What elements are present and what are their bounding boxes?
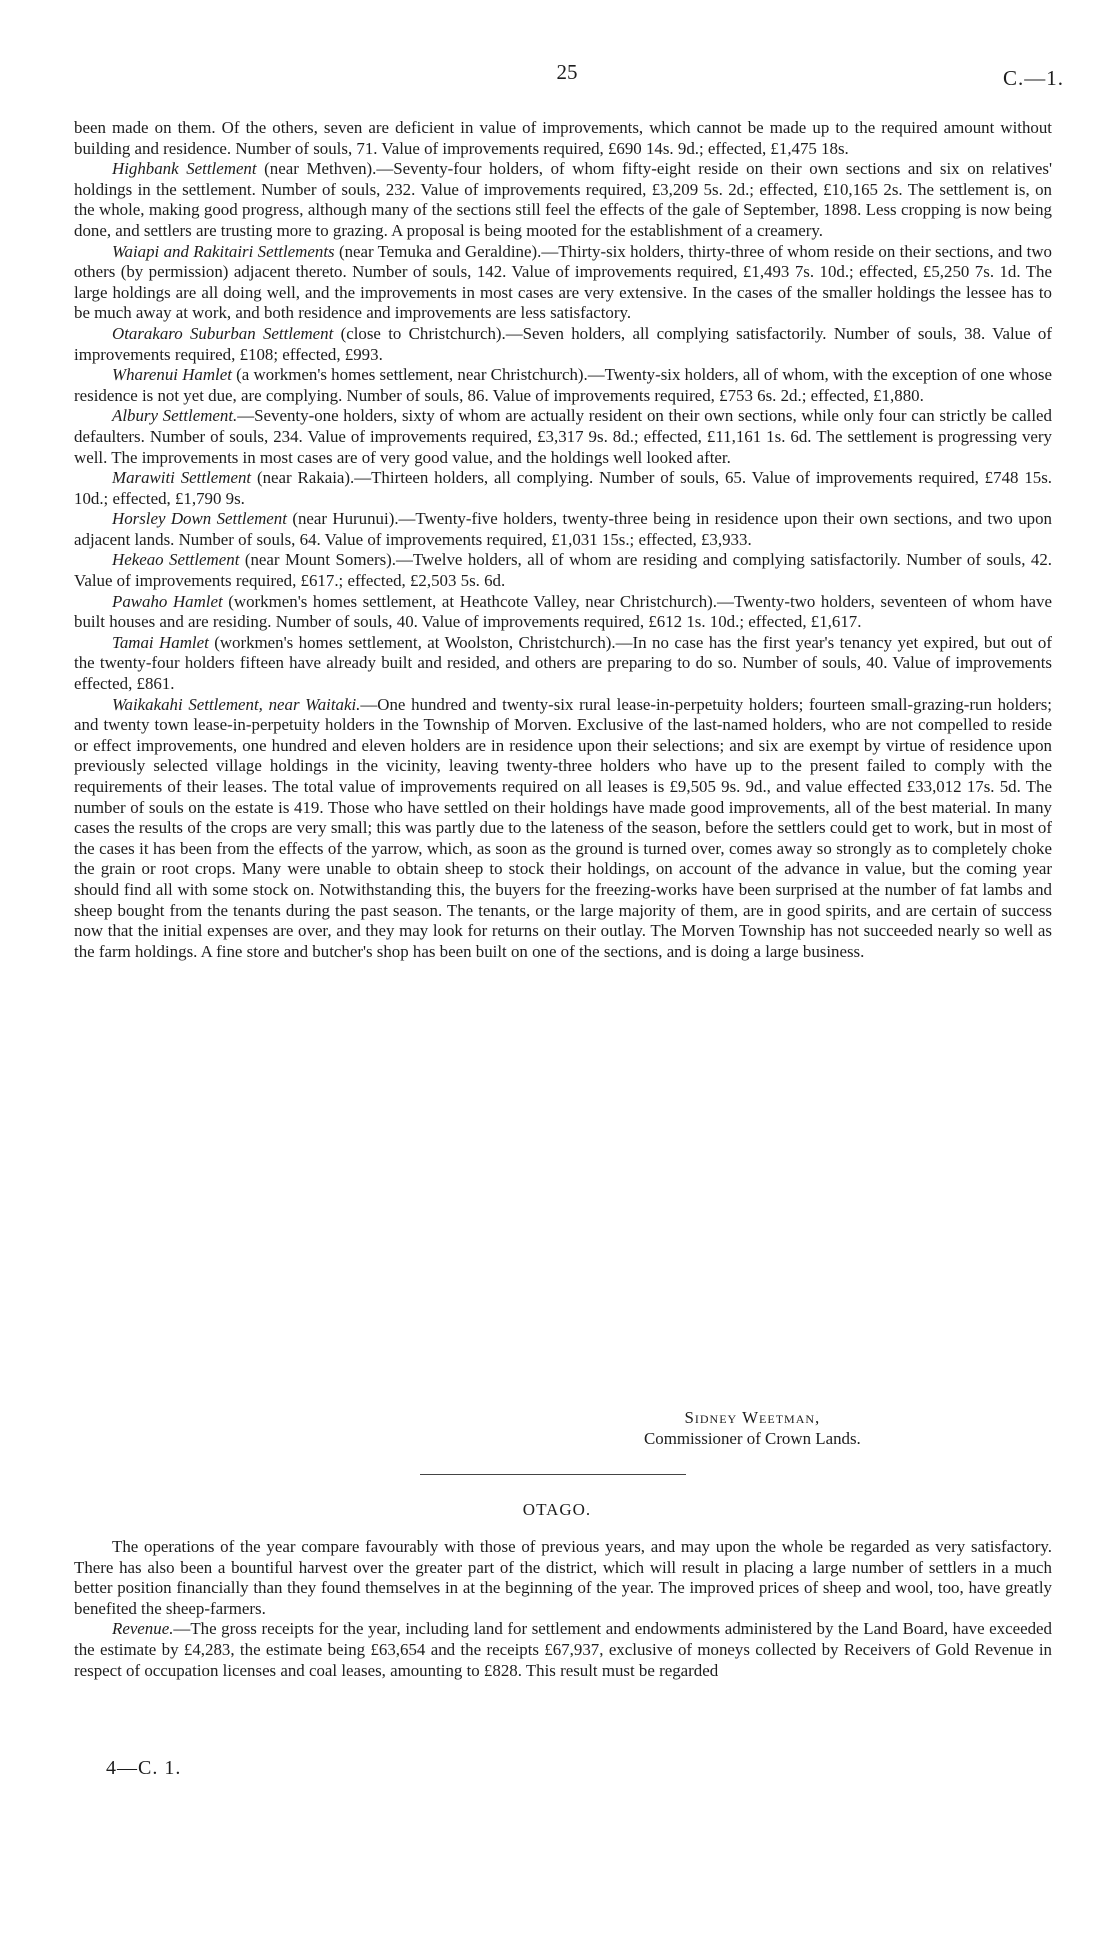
paragraph-continuation: been made on them. Of the others, seven are deficient in value of improvements, which cannot be made up to the required amount without building and residence. Number of souls, 71. Value of improvements required, £690 14s. 9d.; effected, £1,475 18s.: [74, 118, 1052, 158]
signatory-title: Commissioner of Crown Lands.: [644, 1428, 861, 1448]
settlement-name: Hekeao Settlement: [112, 550, 240, 570]
paragraph-text: (near Mount Somers).—Twelve holders, all of whom are residing and complying satisfactorily. Number of souls, 42. Value of improvements required, £617.; effected, £2,503 5s. 6d.: [74, 550, 1052, 591]
otago-report-text: [74, 1537, 1052, 1681]
paragraph-text: (workmen's homes settlement, at Heathcote Valley, near Christchurch).—Twenty-two holders, seventeen of whom have built houses and are residing. Number of souls, 40. Value of improvements required, £612 1s. 10d.; effected, £1,617.: [74, 591, 1052, 632]
paragraph-text: (a workmen's homes settlement, near Christchurch).—Twenty-six holders, all of whom, with the exception of one whose residence is not yet due, are complying. Number of souls, 86. Value of improvements required, £753 6s. 2d.; effected, £1,880.: [74, 365, 1053, 405]
paragraph-text: (close to Christchurch).—Seven holders, all complying satisfactorily. Number of souls, 38. Value of improvements required, £108; effected, £993.: [74, 323, 1052, 364]
settlement-name: Otarakaro Suburban Settlement: [112, 323, 334, 343]
paragraph-text: —Seventy-one holders, sixty of whom are actually resident on their own sections, while only four can strictly be called defaulters. Number of souls, 234. Value of improvements required, £3,317 9s. 8d.; effected, £11,161 1s. 6d. The settlement is progressing very well. The improvements in most cases are of very good value, and the holdings well looked after.: [74, 406, 1052, 467]
paragraph-pawaho: [74, 592, 1052, 633]
paragraph-otago-revenue: [74, 1619, 1052, 1681]
paragraph-tamai: [74, 633, 1052, 695]
paragraph-otago-intro: The operations of the year compare favourably with those of previous years, and may upon the whole be regarded as very satisfactory. There has also been a bountiful harvest over the greater part of the district, which will result in placing a large number of settlers in a much better position financially than they found themselves in at the beginning of the year. The improved prices of sheep and wool, too, have greatly benefited the sheep-farmers.: [74, 1537, 1052, 1618]
settlement-name: Albury Settlement.: [112, 406, 238, 426]
subsection-title: Revenue.: [112, 1619, 174, 1639]
signature-mark: 4—C. 1.: [106, 1757, 182, 1779]
section-heading-otago: OTAGO.: [522, 1500, 592, 1519]
paragraph-wharenui: [74, 365, 1052, 406]
canterbury-report-text: [74, 118, 1052, 962]
paragraph-text: —The gross receipts for the year, including land for settlement and endowments administered by the Land Board, have exceeded the estimate by £4,283, the estimate being £63,654 and the receipts £67,937, exclusive of moneys collected by Receivers of Gold Revenue in respect of occupation licenses and coal leases, amounting to £828. This result must be regarded: [74, 1619, 1052, 1680]
paragraph-marawiti: [74, 468, 1052, 509]
settlement-name: Wharenui Hamlet: [112, 365, 232, 385]
settlement-name: Marawiti Settlement: [112, 468, 252, 488]
paragraph-text: (workmen's homes settlement, at Woolston, Christchurch).—In no case has the first year's tenancy yet expired, but out of the twenty-four holders fifteen have already built and resided, and others are preparing to do so. Number of souls, 40. Value of improvements effected, £861.: [74, 632, 1052, 694]
paragraph-waiapi-rakitairi: [74, 242, 1052, 324]
document-reference: C.—1.: [1002, 66, 1064, 90]
paragraph-text: (near Rakaia).—Thirteen holders, all complying. Number of souls, 65. Value of improvements required, £748 15s. 10d.; effected, £1,790 9s.: [74, 468, 1053, 508]
section-divider: [420, 1474, 686, 1475]
signatory-name: Sidney Weetman,: [684, 1408, 821, 1427]
settlement-name: Waikakahi Settlement, near Waitaki.: [112, 694, 361, 714]
page-number: 25: [556, 60, 578, 84]
paragraph-text: (near Methven).—Seventy-four holders, of whom fifty-eight reside on their own sections and six on relatives' holdings in the settlement. Number of souls, 232. Value of improvements required, £3,209 5s. 2d.; effected, £10,165 2s. The settlement is, on the whole, making good progress, although many of the sections still feel the effects of the gale of September, 1898. Less cropping is now being done, and settlers are trusting more to grazing. A proposal is being mooted for the establishment of a creamery.: [74, 159, 1052, 240]
page-header: [70, 60, 1064, 90]
paragraph-horsley-down: [74, 509, 1052, 550]
settlement-name: Waiapi and Rakitairi Settlements: [112, 241, 335, 261]
paragraph-hekeao: [74, 550, 1052, 591]
paragraph-text: (near Temuka and Geraldine).—Thirty-six holders, thirty-three of whom reside on their sections, and two others (by permission) adjacent thereto. Number of souls, 142. Value of improvements required, £1,493 7s. 10d.; effected, £5,250 7s. 1d. The large holdings are all doing well, and the improvements in most cases are very extensive. In the cases of the smaller holdings the lessee has to be much away at work, and both residence and improvements are less satisfactory.: [74, 241, 1053, 323]
settlement-name: Tamai Hamlet: [112, 632, 209, 652]
settlement-name: Highbank Settlement: [112, 159, 257, 179]
paragraph-highbank: [74, 159, 1052, 241]
paragraph-waikakahi: [74, 695, 1052, 963]
paragraph-text: (near Hurunui).—Twenty-five holders, twenty-three being in residence upon their own sections, and two upon adjacent lands. Number of souls, 64. Value of improvements required, £1,031 15s.; effected, £3,933.: [74, 509, 1052, 549]
paragraph-albury: [74, 406, 1052, 468]
settlement-name: Pawaho Hamlet: [112, 591, 223, 611]
paragraph-otarakaro: [74, 324, 1052, 365]
paragraph-text: —One hundred and twenty-six rural lease-in-perpetuity holders; fourteen small-grazing-run holders; and twenty town lease-in-perpetuity holders in the Township of Morven. Exclusive of the last-named holders, who are not compelled to reside or effect improvements, one hundred and eleven holders are in residence upon their selections; and six are exempt by virtue of residence upon previously selected village holdings in the vicinity, leaving twenty-three holders who have up to the present failed to comply with the requirements of their leases. The total value of improvements required on all leases is £9,505 9s. 9d., and value effected £33,012 17s. 5d. The number of souls on the estate is 419. Those who have settled on their holdings have made good improvements, all of the best material. In many cases the results of the crops are very small; this was partly due to the lateness of the season, before the settlers could get to work, but in most of the cases it has been from the effects of the yarrow, which, as soon as the ground is turned over, comes away so strongly as to completely choke the grain or root crops. Many were unable to obtain sheep to stock their holdings, on account of the advance in value, but the coming year should find all with some stock on. Notwithstanding this, the buyers for the freezing-works have been surprised at the number of fat lambs and sheep bought from the tenants during the past season. The tenants, or the large majority of them, are in good spirits, and are certain of success now that the initial expenses are over, and they may look for returns on their outlay. The Morven Township has not succeeded nearly so well as the farm holdings. A fine store and butcher's shop has been built on one of the sections, and is doing a large business.: [74, 694, 1052, 961]
settlement-name: Horsley Down Settlement: [112, 509, 287, 529]
commissioner-signature: [644, 1408, 861, 1449]
